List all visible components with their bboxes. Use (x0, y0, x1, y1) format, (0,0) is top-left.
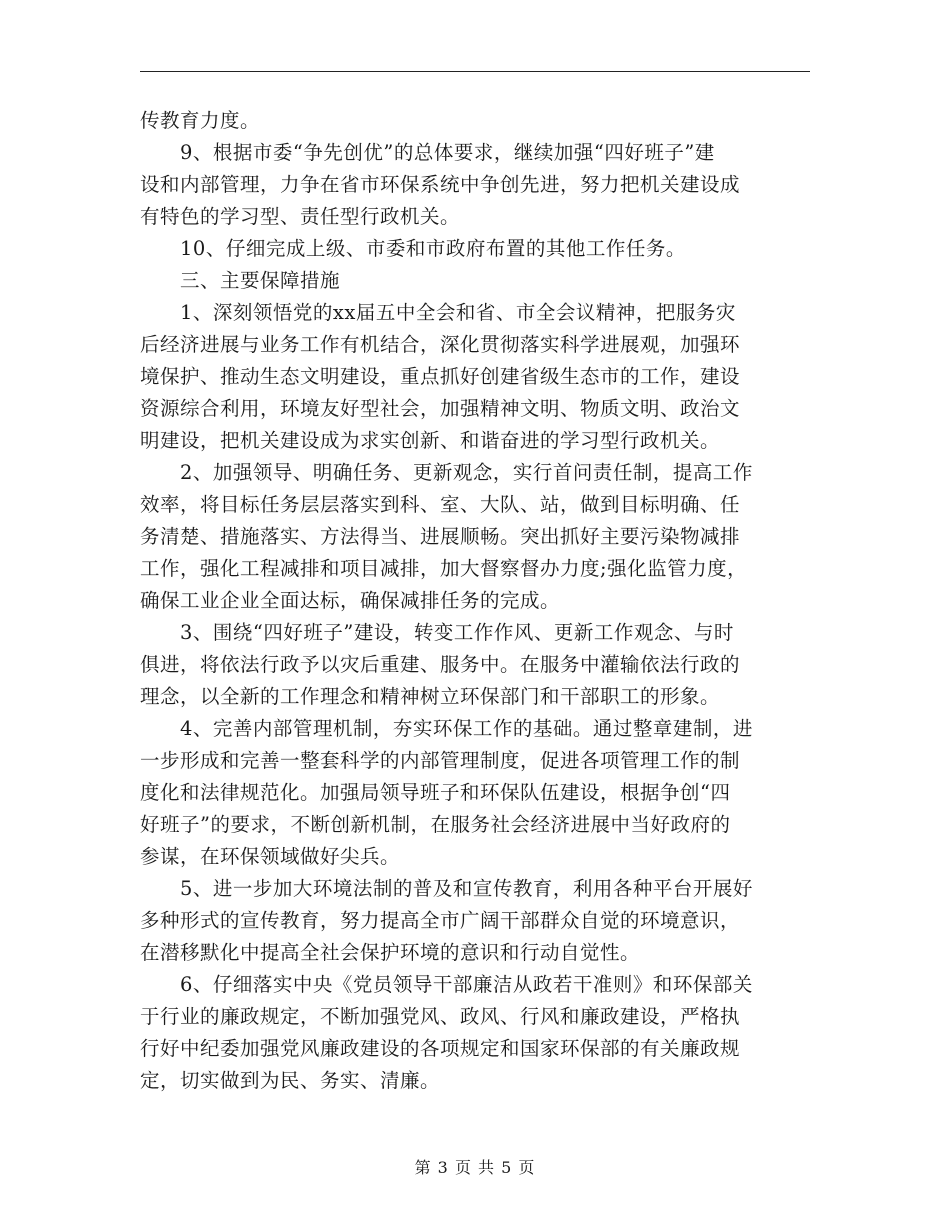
text-line: 1、深刻领悟党的xx届五中全会和省、市全会议精神，把服务灾 (180, 301, 736, 324)
text-line: 务清楚、措施落实、方法得当、进展顺畅。突出抓好主要污染物减排 (140, 525, 741, 548)
text-line: 明建设，把机关建设成为求实创新、和谐奋进的学习型行政机关。 (140, 429, 721, 452)
text-line: 确保工业企业全面达标，确保减排任务的完成。 (140, 589, 561, 612)
text-line: 效率，将目标任务层层落实到科、室、大队、站，做到目标明确、任 (140, 493, 741, 516)
text-line: 在潜移默化中提高全社会保护环境的意识和行动自觉性。 (140, 941, 641, 964)
text-line: 传教育力度。 (140, 109, 261, 132)
text-line: 参谋，在环保领域做好尖兵。 (140, 845, 401, 868)
page-number-footer: 第 3 页 共 5 页 (414, 1158, 536, 1177)
text-line: 境保护、推动生态文明建设，重点抓好创建省级生态市的工作，建设 (140, 365, 741, 388)
text-line: 设和内部管理，力争在省市环保系统中争创先进，努力把机关建设成 (140, 173, 741, 196)
text-line: 理念，以全新的工作理念和精神树立环保部门和干部职工的形象。 (140, 685, 721, 708)
text-line: 3、围绕“四好班子”建设，转变工作作风、更新工作观念、与时 (180, 621, 734, 644)
text-line: 行好中纪委加强党风廉政建设的各项规定和国家环保部的有关廉政规 (140, 1037, 741, 1060)
document-body (140, 105, 812, 1097)
text-line: 定，切实做到为民、务实、清廉。 (140, 1069, 441, 1092)
text-line: 度化和法律规范化。加强局领导班子和环保队伍建设，根据争创“四 (140, 781, 731, 804)
text-line: 2、加强领导、明确任务、更新观念，实行首问责任制，提高工作 (180, 461, 753, 484)
text-line: 有特色的学习型、责任型行政机关。 (140, 205, 461, 228)
text-line: 9、根据市委“争先创优”的总体要求，继续加强“四好班子”建 (180, 141, 715, 164)
text-line: 一步形成和完善一整套科学的内部管理制度，促进各项管理工作的制 (140, 749, 741, 772)
text-line: 10、仔细完成上级、市委和市政府布置的其他工作任务。 (180, 237, 686, 260)
text-line: 资源综合利用，环境友好型社会，加强精神文明、物质文明、政治文 (140, 397, 741, 420)
text-line: 俱进，将依法行政予以灾后重建、服务中。在服务中灌输依法行政的 (140, 653, 741, 676)
section-heading: 三、主要保障措施 (180, 269, 341, 292)
text-line: 多种形式的宣传教育，努力提高全市广阔干部群众自觉的环境意识， (140, 909, 741, 932)
text-line: 工作，强化工程减排和项目减排，加大督察督办力度;强化监管力度， (140, 557, 748, 580)
text-line: 5、进一步加大环境法制的普及和宣传教育，利用各种平台开展好 (180, 877, 753, 900)
text-line: 4、完善内部管理机制，夯实环保工作的基础。通过整章建制，进 (180, 717, 753, 740)
text-line: 于行业的廉政规定，不断加强党风、政风、行风和廉政建设，严格执 (140, 1005, 741, 1028)
text-line: 6、仔细落实中央《党员领导干部廉洁从政若干准则》和环保部关 (180, 973, 753, 996)
text-line: 好班子”的要求，不断创新机制，在服务社会经济进展中当好政府的 (140, 813, 731, 836)
header-rule (140, 71, 810, 72)
text-line: 后经济进展与业务工作有机结合，深化贯彻落实科学进展观，加强环 (140, 333, 741, 356)
